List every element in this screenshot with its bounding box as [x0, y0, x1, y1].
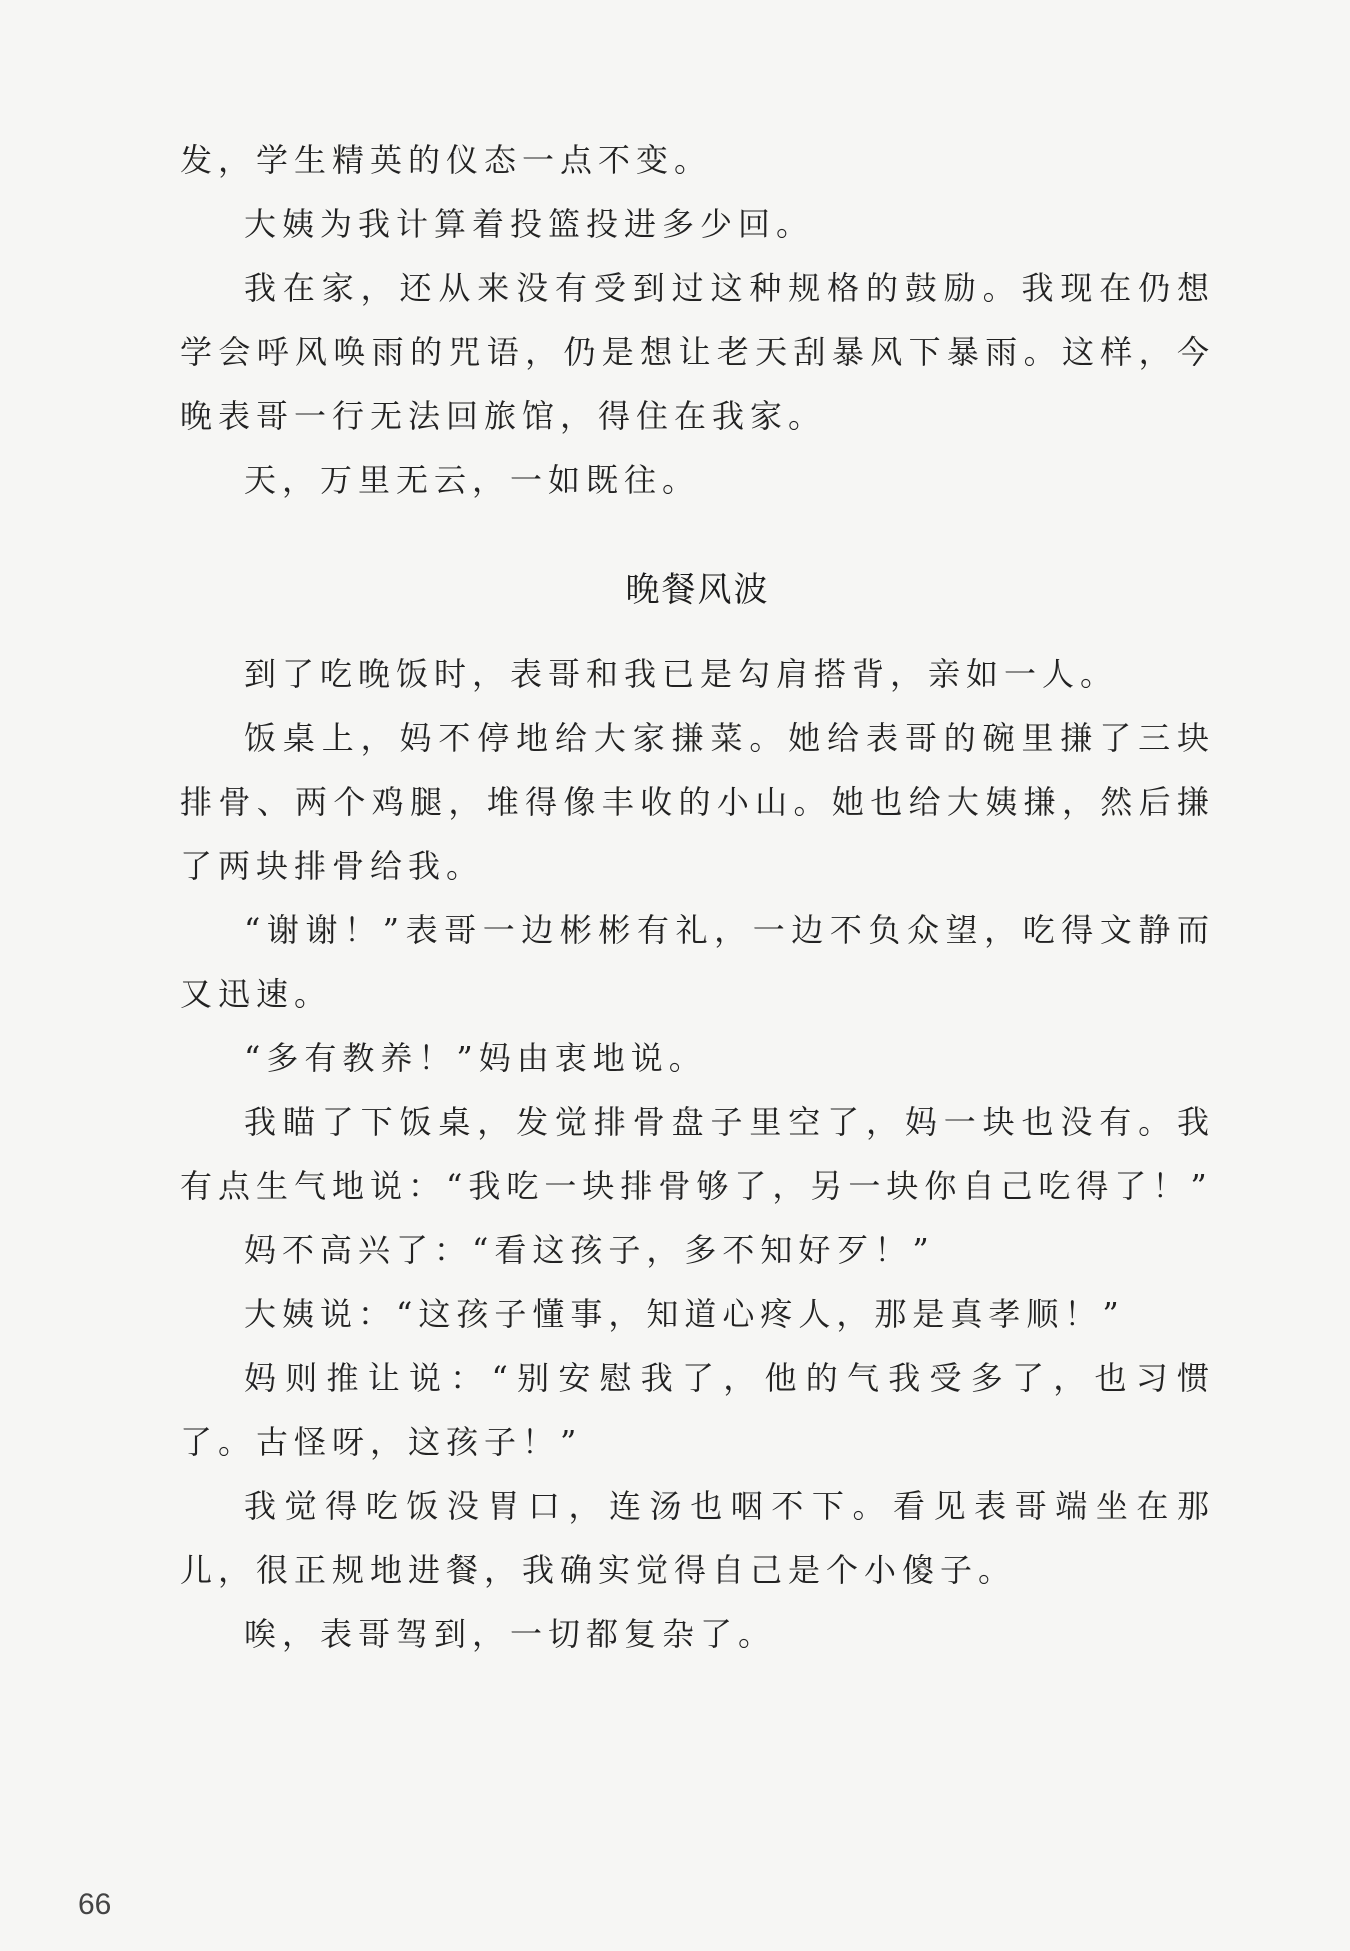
paragraph: 天，万里无云，一如既往。 [244, 461, 701, 499]
paragraph: 发，学生精英的仪态一点不变。 [180, 141, 713, 179]
paragraph: “谢谢！”表哥一边彬彬有礼，一边不负众望，吃得文静而又迅速。 [180, 911, 1215, 1013]
paragraph: 饭桌上，妈不停地给大家搛菜。她给表哥的碗里搛了三块排骨、两个鸡腿，堆得像丰收的小山。她也给大姨搛，然后搛了两块排骨给我。 [180, 719, 1215, 885]
page-content [180, 128, 1215, 1666]
paragraph: 我瞄了下饭桌，发觉排骨盘子里空了，妈一块也没有。我有点生气地说：“我吃一块排骨够了，另一块你自己吃得了！” [180, 1103, 1215, 1205]
paragraph: 大姨为我计算着投篮投进多少回。 [244, 205, 815, 243]
section-title: 晚餐风波 [625, 570, 770, 610]
paragraph: “多有教养！”妈由衷地说。 [244, 1039, 707, 1077]
paragraph: 我在家，还从来没有受到过这种规格的鼓励。我现在仍想学会呼风唤雨的咒语，仍是想让老天刮暴风下暴雨。这样，今晚表哥一行无法回旅馆，得住在我家。 [180, 269, 1215, 435]
paragraph: 我觉得吃饭没胃口，连汤也咽不下。看见表哥端坐在那儿，很正规地进餐，我确实觉得自己是个小傻子。 [180, 1487, 1215, 1589]
paragraph: 妈不高兴了：“看这孩子，多不知好歹！” [244, 1231, 935, 1269]
page-number: 66 [78, 1888, 112, 1921]
paragraph: 大姨说：“这孩子懂事，知道心疼人，那是真孝顺！” [244, 1295, 1125, 1333]
paragraph: 唉，表哥驾到，一切都复杂了。 [244, 1615, 777, 1653]
paragraph: 到了吃晚饭时，表哥和我已是勾肩搭背，亲如一人。 [244, 655, 1119, 693]
paragraph: 妈则推让说：“别安慰我了，他的气我受多了，也习惯了。古怪呀，这孩子！” [180, 1359, 1215, 1461]
